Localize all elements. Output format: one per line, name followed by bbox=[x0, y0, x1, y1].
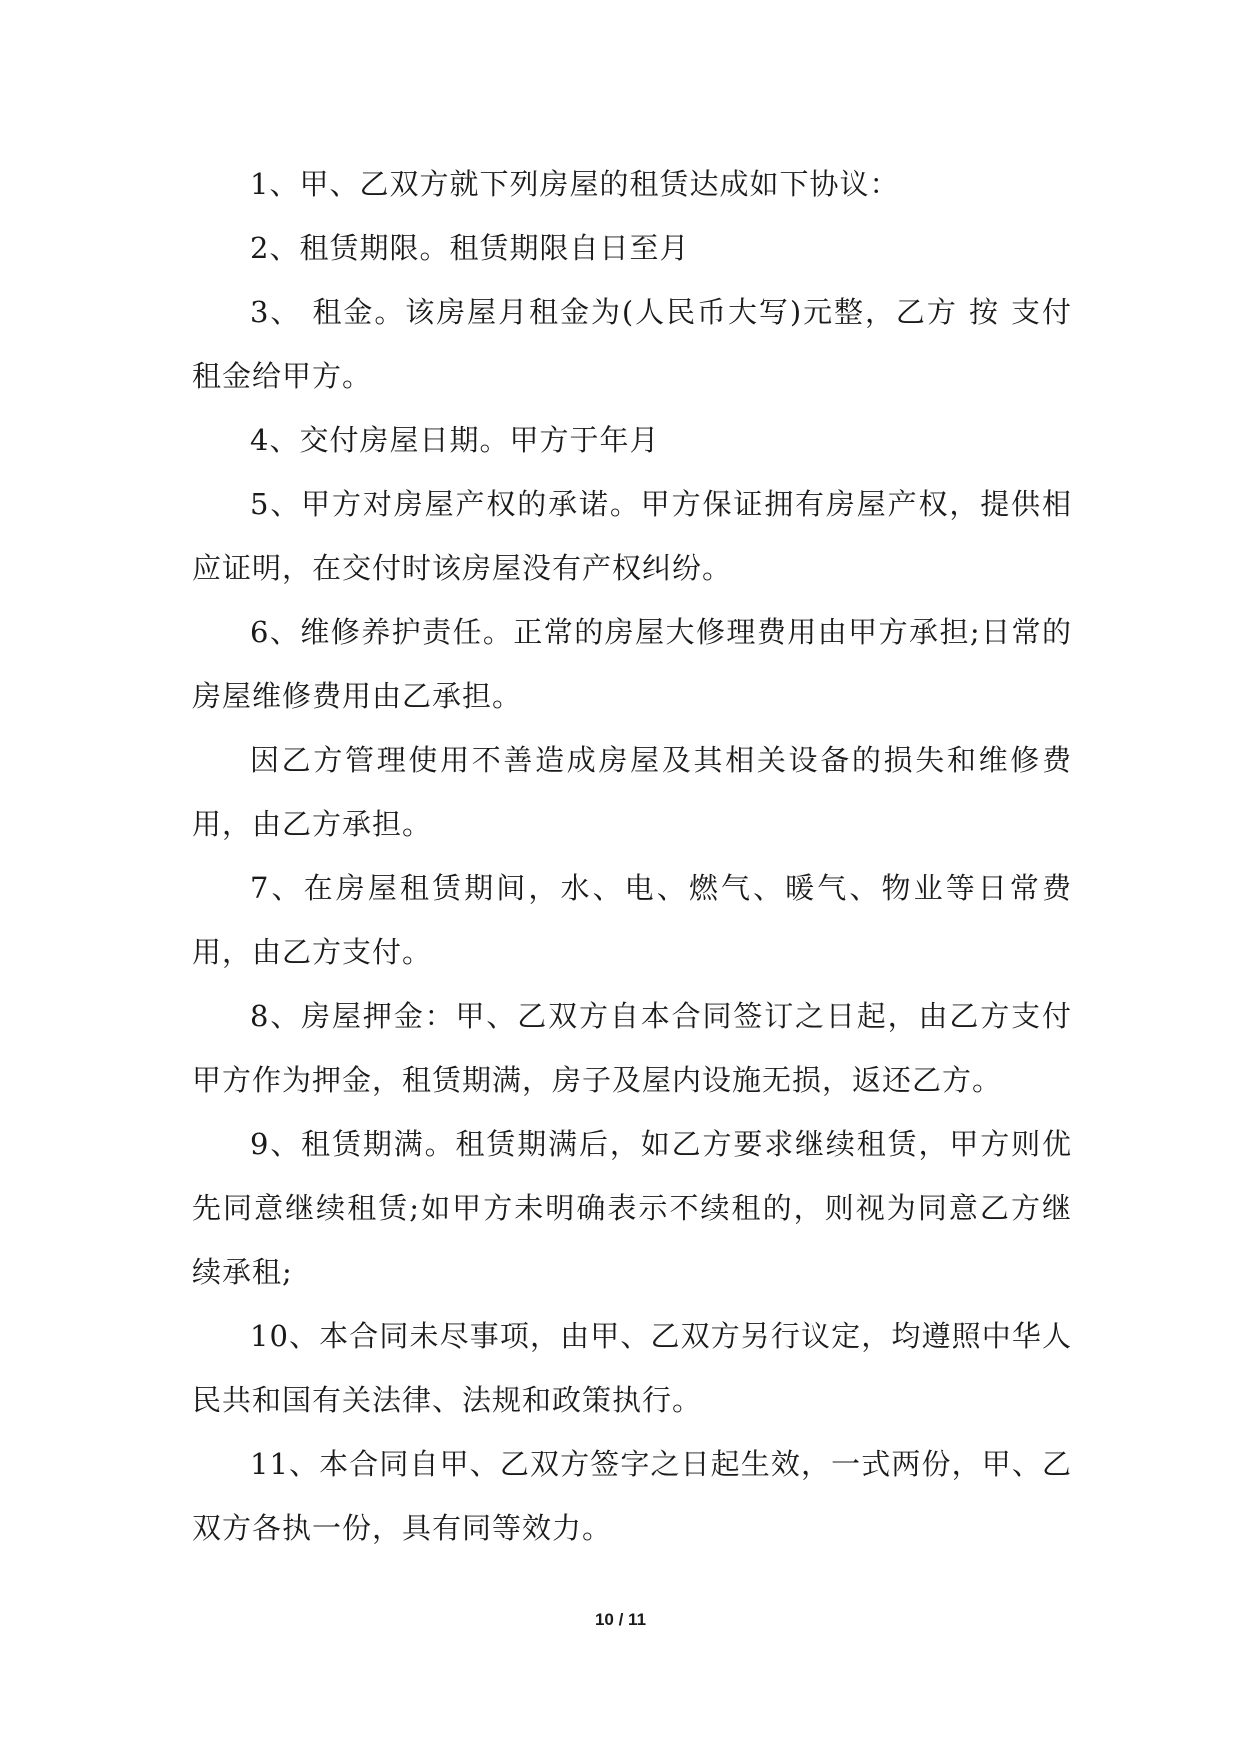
paragraph-9: 9、租赁期满。租赁期满后，如乙方要求继续租赁，甲方则优先同意继续租赁;如甲方未明确表示不续租的，则视为同意乙方继续承租; bbox=[192, 1127, 1072, 1289]
paragraph-11: 11、本合同自甲、乙双方签字之日起生效，一式两份，甲、乙双方各执一份，具有同等效力。 bbox=[192, 1447, 1072, 1545]
paragraph-4: 4、交付房屋日期。甲方于年月 bbox=[250, 423, 660, 457]
paragraph-6-continued: 因乙方管理使用不善造成房屋及其相关设备的损失和维修费用，由乙方承担。 bbox=[192, 743, 1072, 841]
paragraph-10: 10、本合同未尽事项，由甲、乙双方另行议定，均遵照中华人民共和国有关法律、法规和政策执行。 bbox=[192, 1319, 1072, 1417]
paragraph-6: 6、维修养护责任。正常的房屋大修理费用由甲方承担;日常的房屋维修费用由乙承担。 bbox=[192, 615, 1072, 713]
paragraph-7: 7、在房屋租赁期间，水、电、燃气、暖气、物业等日常费用，由乙方支付。 bbox=[192, 871, 1072, 969]
paragraph-5: 5、甲方对房屋产权的承诺。甲方保证拥有房屋产权，提供相应证明，在交付时该房屋没有产权纠纷。 bbox=[192, 487, 1072, 585]
paragraph-3: 3、 租金。该房屋月租金为(人民币大写)元整，乙方 按 支付租金给甲方。 bbox=[192, 295, 1072, 393]
paragraph-8: 8、房屋押金：甲、乙双方自本合同签订之日起，由乙方支付甲方作为押金，租赁期满，房子及屋内设施无损，返还乙方。 bbox=[192, 999, 1072, 1097]
document-body bbox=[192, 152, 1072, 1560]
page-number: 10 / 11 bbox=[594, 1610, 647, 1629]
paragraph-2: 2、租赁期限。租赁期限自日至月 bbox=[250, 231, 690, 265]
paragraph-1: 1、甲、乙双方就下列房屋的租赁达成如下协议： bbox=[250, 167, 900, 201]
